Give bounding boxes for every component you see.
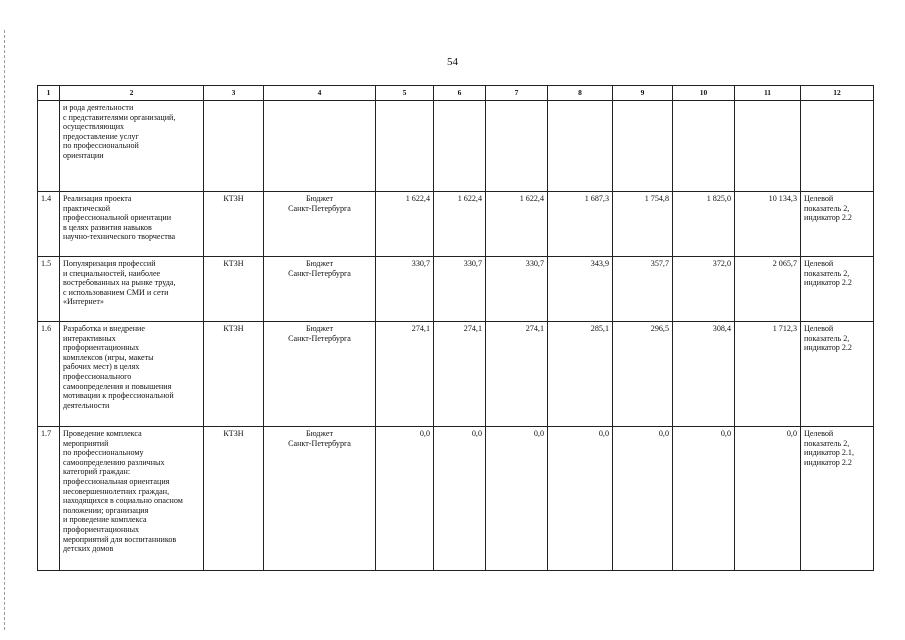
col-header: 8 xyxy=(548,86,613,101)
target-indicator: Целевой показатель 2, индикатор 2.2 xyxy=(801,257,874,322)
row-number: 1.4 xyxy=(38,192,60,257)
value-col-7: 0,0 xyxy=(486,427,548,571)
value-col-10: 372,0 xyxy=(673,257,735,322)
executor: КТЗН xyxy=(204,322,264,427)
value-col-8: 285,1 xyxy=(548,322,613,427)
value-col-5: 0,0 xyxy=(376,427,434,571)
value-col-7: 274,1 xyxy=(486,322,548,427)
executor: КТЗН xyxy=(204,427,264,571)
value-col-6 xyxy=(434,101,486,192)
page-number: 54 xyxy=(447,56,458,68)
funding-source: Бюджет Санкт-Петербурга xyxy=(264,322,376,427)
value-col-11: 2 065,7 xyxy=(735,257,801,322)
target-indicator: Целевой показатель 2, индикатор 2.1, индикатор 2.2 xyxy=(801,427,874,571)
activity-name: Реализация проекта практической профессиональной ориентации в целях развития навыков научно-технического творчества xyxy=(60,192,204,257)
value-col-5: 1 622,4 xyxy=(376,192,434,257)
col-header: 5 xyxy=(376,86,434,101)
value-col-6: 274,1 xyxy=(434,322,486,427)
value-col-9: 1 754,8 xyxy=(613,192,673,257)
value-col-10: 1 825,0 xyxy=(673,192,735,257)
row-number: 1.7 xyxy=(38,427,60,571)
col-header: 3 xyxy=(204,86,264,101)
program-table xyxy=(37,85,874,571)
value-col-9: 357,7 xyxy=(613,257,673,322)
funding-source: Бюджет Санкт-Петербурга xyxy=(264,257,376,322)
value-col-9: 296,5 xyxy=(613,322,673,427)
value-col-8: 0,0 xyxy=(548,427,613,571)
col-header: 4 xyxy=(264,86,376,101)
funding-source: Бюджет Санкт-Петербурга xyxy=(264,192,376,257)
col-header: 9 xyxy=(613,86,673,101)
value-col-8: 1 687,3 xyxy=(548,192,613,257)
table-row xyxy=(38,192,874,257)
col-header: 2 xyxy=(60,86,204,101)
executor xyxy=(204,101,264,192)
value-col-6: 330,7 xyxy=(434,257,486,322)
activity-name: Популяризация профессий и специальностей, наиболее востребованных на рынке труда, с использованием СМИ и сети «Интернет» xyxy=(60,257,204,322)
activity-name: Разработка и внедрение интерактивных профориентационных комплексов (игры, макеты рабочих мест) в целях профессионального самоопределения и повышения мотивации к профессиональной деятельности xyxy=(60,322,204,427)
funding-source xyxy=(264,101,376,192)
value-col-6: 1 622,4 xyxy=(434,192,486,257)
value-col-11: 0,0 xyxy=(735,427,801,571)
value-col-7: 330,7 xyxy=(486,257,548,322)
value-col-6: 0,0 xyxy=(434,427,486,571)
col-header: 7 xyxy=(486,86,548,101)
col-header: 12 xyxy=(801,86,874,101)
value-col-5 xyxy=(376,101,434,192)
value-col-11: 1 712,3 xyxy=(735,322,801,427)
page-left-edge xyxy=(4,30,6,630)
value-col-5: 274,1 xyxy=(376,322,434,427)
col-header: 10 xyxy=(673,86,735,101)
value-col-7 xyxy=(486,101,548,192)
value-col-11 xyxy=(735,101,801,192)
value-col-11: 10 134,3 xyxy=(735,192,801,257)
table-row xyxy=(38,101,874,192)
table-header-row xyxy=(38,86,874,101)
value-col-10: 0,0 xyxy=(673,427,735,571)
executor: КТЗН xyxy=(204,257,264,322)
value-col-7: 1 622,4 xyxy=(486,192,548,257)
table-row xyxy=(38,427,874,571)
row-number: 1.5 xyxy=(38,257,60,322)
table-row xyxy=(38,257,874,322)
value-col-9 xyxy=(613,101,673,192)
value-col-9: 0,0 xyxy=(613,427,673,571)
col-header: 11 xyxy=(735,86,801,101)
target-indicator: Целевой показатель 2, индикатор 2.2 xyxy=(801,192,874,257)
value-col-10 xyxy=(673,101,735,192)
col-header: 6 xyxy=(434,86,486,101)
funding-source: Бюджет Санкт-Петербурга xyxy=(264,427,376,571)
value-col-8: 343,9 xyxy=(548,257,613,322)
col-header: 1 xyxy=(38,86,60,101)
target-indicator xyxy=(801,101,874,192)
executor: КТЗН xyxy=(204,192,264,257)
value-col-8 xyxy=(548,101,613,192)
target-indicator: Целевой показатель 2, индикатор 2.2 xyxy=(801,322,874,427)
activity-name: и рода деятельности с представителями организаций, осуществляющих предоставление услуг по профессиональной ориентации xyxy=(60,101,204,192)
row-number: 1.6 xyxy=(38,322,60,427)
table-row xyxy=(38,322,874,427)
activity-name: Проведение комплекса мероприятий по профессиональному самоопределению различных категорий граждан: профессиональная ориентация несовершеннолетних граждан, находящихся в социально опасном положении; организация и проведение комплекса профориентационных мероприятий для воспитанников детских домов xyxy=(60,427,204,571)
value-col-5: 330,7 xyxy=(376,257,434,322)
row-number xyxy=(38,101,60,192)
value-col-10: 308,4 xyxy=(673,322,735,427)
